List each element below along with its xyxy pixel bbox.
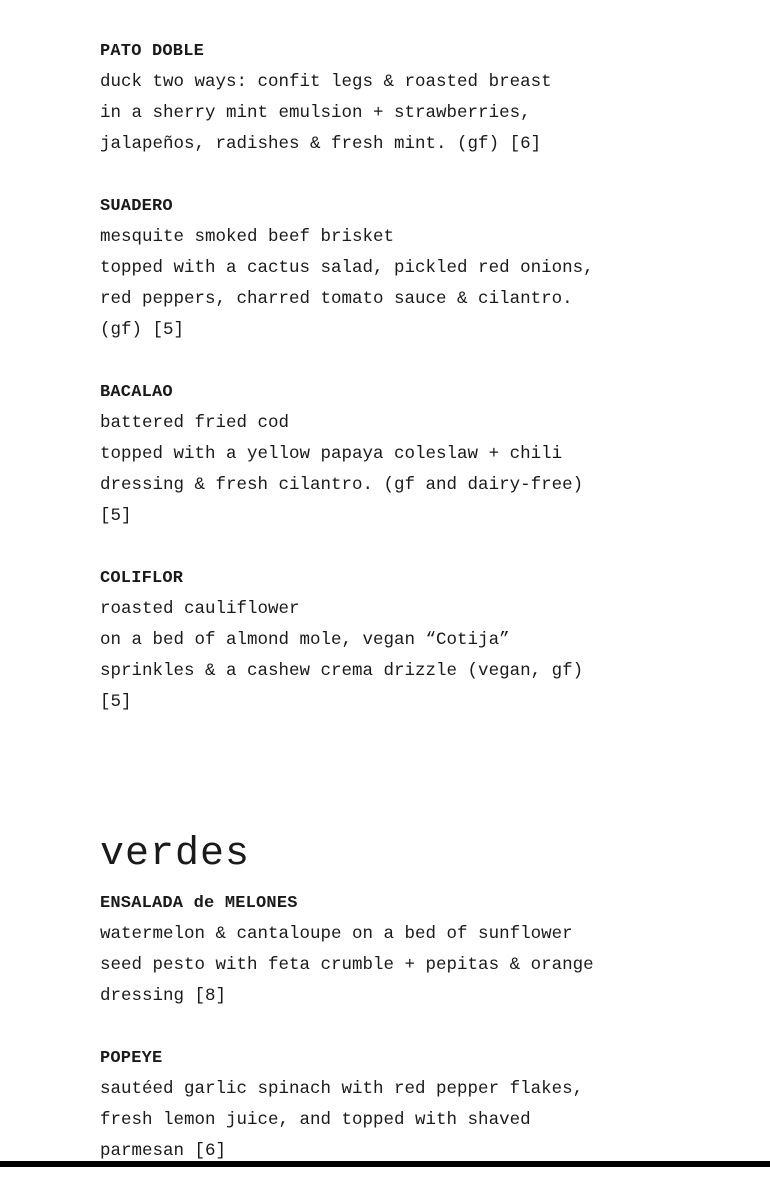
menu-item-description-line: roasted cauliflower — [100, 599, 300, 619]
menu-item-description-line: watermelon & cantaloupe on a bed of sunflower — [100, 924, 573, 944]
menu-item-description-line: jalapeños, radishes & fresh mint. (gf) [6] — [100, 134, 542, 154]
section-spacer — [100, 749, 740, 824]
menu-item — [100, 888, 740, 1012]
menu-item-description-line: topped with a cactus salad, pickled red onions, — [100, 258, 594, 278]
menu-item — [100, 36, 740, 160]
menu-item-description-line: fresh lemon juice, and topped with shaved — [100, 1110, 531, 1130]
menu-item-description-line: dressing [8] — [100, 986, 227, 1006]
bottom-edge-bar — [0, 1161, 770, 1167]
menu-item-description-line: duck two ways: confit legs & roasted breast — [100, 72, 552, 92]
menu-item-name: POPEYE — [100, 1049, 163, 1068]
menu-section-verdes — [100, 824, 740, 1167]
menu-item-description-line: mesquite smoked beef brisket — [100, 227, 395, 247]
menu-item-name: BACALAO — [100, 383, 173, 402]
menu-item — [100, 563, 740, 718]
menu-item-description-line: battered fried cod — [100, 413, 290, 433]
menu-item-price: [5] — [100, 692, 132, 712]
menu-item-name: COLIFLOR — [100, 569, 184, 588]
menu-item-name: ENSALADA de MELONES — [100, 894, 298, 913]
menu-item-description-line: seed pesto with feta crumble + pepitas & orange — [100, 955, 594, 975]
menu-item — [100, 1043, 740, 1167]
menu-item-description-line: dressing & fresh cilantro. (gf and dairy-free) — [100, 475, 584, 495]
menu-item-description-line: in a sherry mint emulsion + strawberries, — [100, 103, 531, 123]
section-title: verdes — [100, 832, 251, 877]
menu-item — [100, 191, 740, 346]
menu-item-name: SUADERO — [100, 197, 173, 216]
menu-item-price: (gf) [5] — [100, 320, 185, 340]
menu-section-tacos — [100, 36, 740, 718]
menu-item-description-line: red peppers, charred tomato sauce & cilantro. — [100, 289, 573, 309]
menu-item-description-line: sautéed garlic spinach with red pepper flakes, — [100, 1079, 584, 1099]
menu-item-description-line: topped with a yellow papaya coleslaw + chili — [100, 444, 563, 464]
menu-item-description-line: on a bed of almond mole, vegan “Cotija” — [100, 630, 510, 650]
menu-item — [100, 377, 740, 532]
menu-item-description-line: parmesan [6] — [100, 1141, 227, 1161]
menu-item-description-line: sprinkles & a cashew crema drizzle (vegan, gf) — [100, 661, 584, 681]
menu-item-name: PATO DOBLE — [100, 42, 205, 61]
menu-content — [100, 36, 740, 1198]
menu-item-price: [5] — [100, 506, 132, 526]
